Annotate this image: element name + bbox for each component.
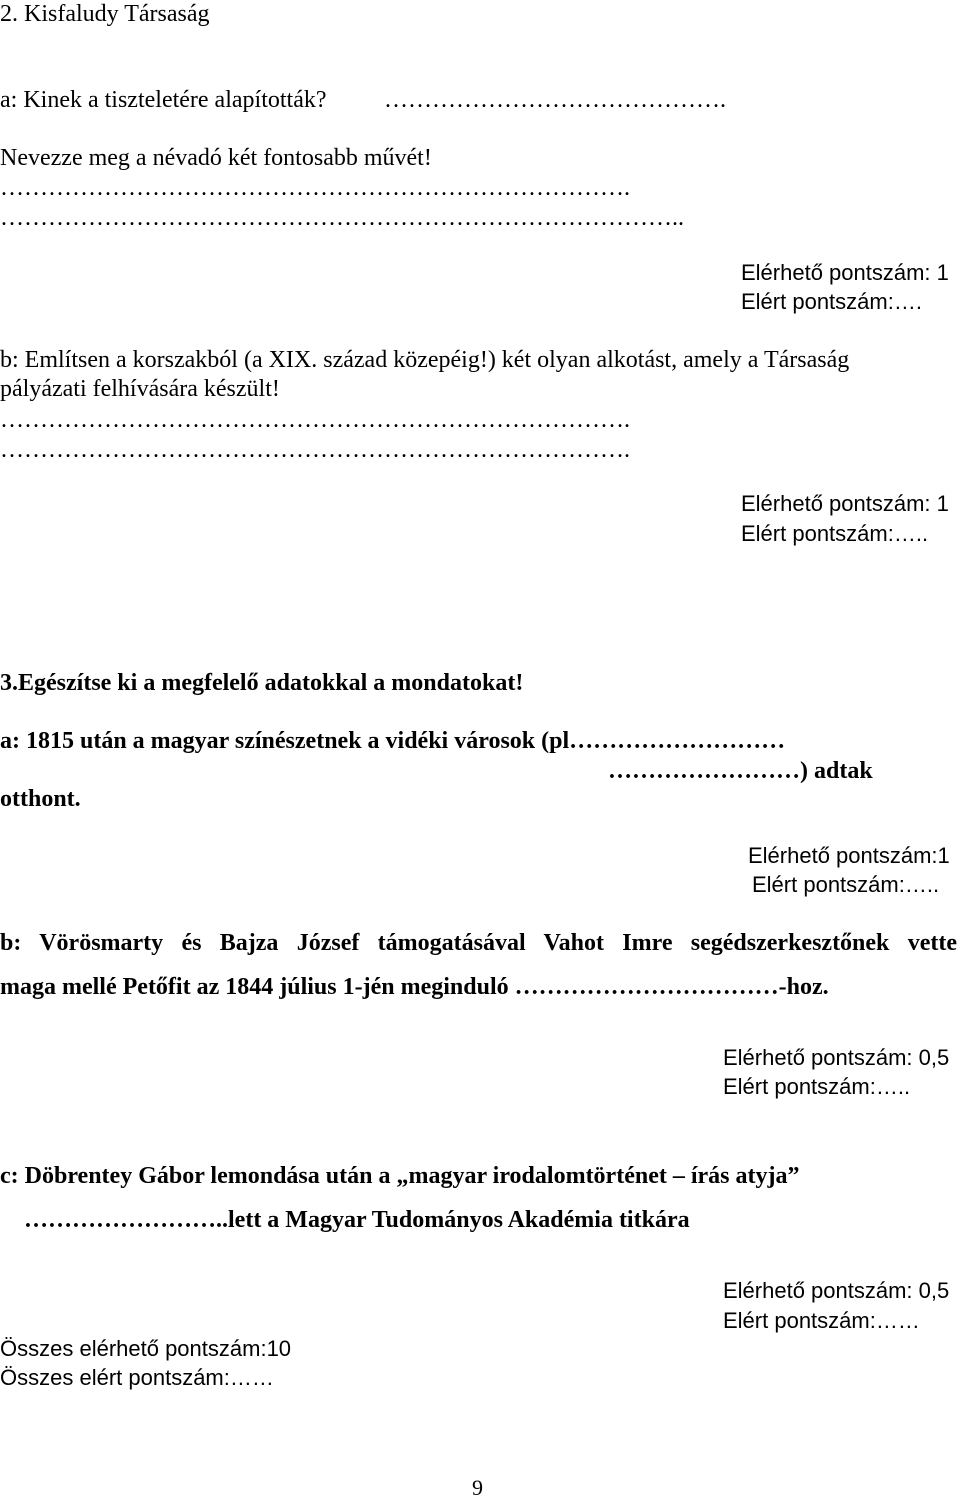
achieved-points: Elért pontszám:….. — [741, 521, 929, 546]
achieved-points: Elért pontszám:…… — [723, 1308, 920, 1333]
available-points: Elérhető pontszám: 1 — [741, 491, 949, 516]
available-points: Elérhető pontszám: 0,5 — [723, 1045, 950, 1070]
available-points: Elérhető pontszám:1 — [748, 843, 950, 868]
question-2a-prompt: a: Kinek a tiszteletére alapították? — [0, 87, 327, 113]
question-2b-line1: b: Említsen a korszakból (a XIX. század közepéig!) két olyan alkotást, amely a Társaság — [0, 347, 850, 373]
total-available-points: Összes elérhető pontszám:10 — [0, 1336, 292, 1361]
question-3a-line1: a: 1815 után a magyar színészetnek a vidéki városok (pl……………………… — [0, 728, 786, 754]
question-3b-line1: b: Vörösmarty és Bajza József támogatásával Vahot Imre segédszerkesztőnek vette — [0, 930, 957, 956]
answer-blank: ……………………………………………………………………. — [0, 407, 630, 433]
achieved-points: Elért pontszám:….. — [752, 872, 940, 897]
answer-blank: ……………………………………………………………………. — [0, 437, 630, 463]
question-3c-line2: ……………………..lett a Magyar Tudományos Akadémia titkára — [24, 1207, 690, 1233]
available-points: Elérhető pontszám: 0,5 — [723, 1278, 950, 1303]
question-3b-line2: maga mellé Petőfit az 1844 július 1-jén meginduló ……………………………-hoz. — [0, 974, 829, 1000]
answer-blank: ………………………………………………………………………….. — [0, 205, 684, 231]
answer-blank: ……………………………………. — [384, 87, 726, 113]
question-2b-line2: pályázati felhívására készült! — [0, 376, 280, 402]
available-points: Elérhető pontszám: 1 — [741, 260, 949, 285]
question-3a-line3: otthont. — [0, 786, 81, 812]
section-heading: 3.Egészítse ki a megfelelő adatokkal a mondatokat! — [0, 670, 524, 696]
achieved-points: Elért pontszám:….. — [723, 1074, 911, 1099]
question-3c-line1: c: Döbrentey Gábor lemondása után a „magyar irodalomtörténet – írás atyja” — [0, 1163, 800, 1189]
page-number: 9 — [472, 1475, 483, 1500]
question-3a-line2: ……………………) adtak — [608, 758, 873, 784]
achieved-points: Elért pontszám:…. — [741, 289, 922, 314]
answer-blank: ……………………………………………………………………. — [0, 175, 630, 201]
total-achieved-points: Összes elért pontszám:…… — [0, 1365, 274, 1390]
question-2a-line2: Nevezze meg a névadó két fontosabb művét! — [0, 145, 432, 171]
section-heading: 2. Kisfaludy Társaság — [0, 1, 210, 27]
